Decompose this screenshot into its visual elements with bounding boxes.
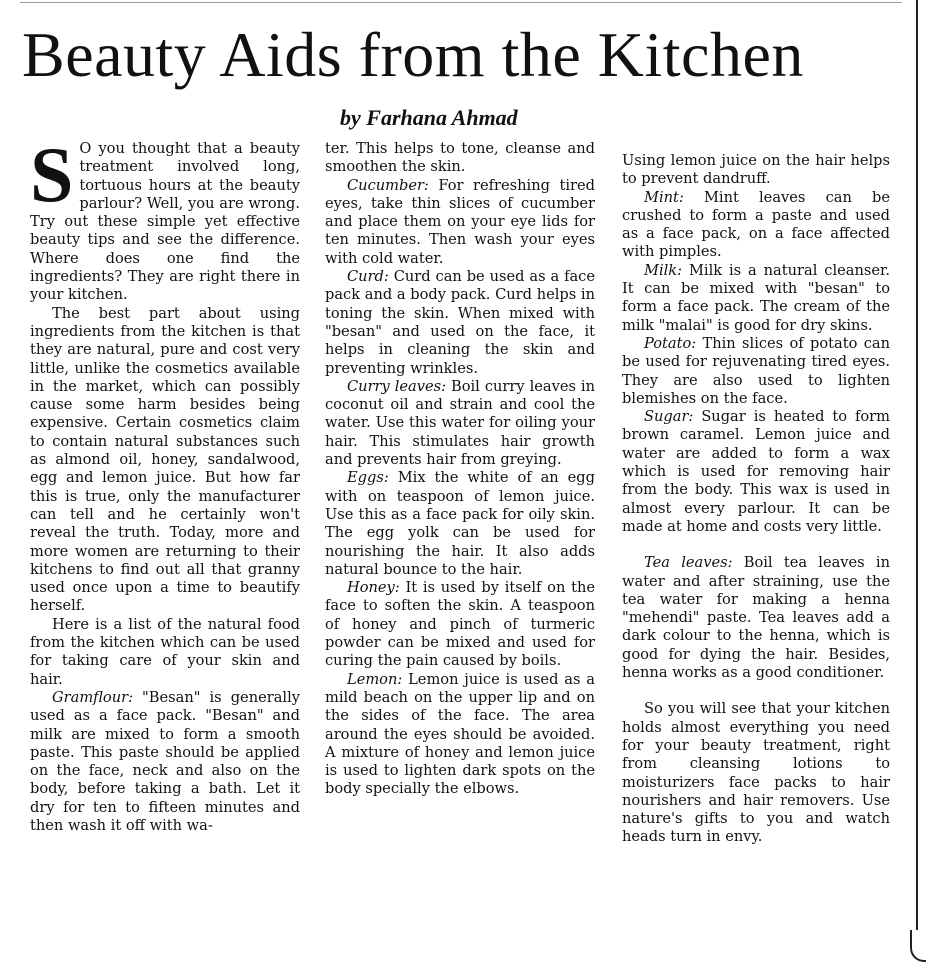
- entry-cucumber: Cucumber: For refreshing tired eyes, take thin slices of cucumber and place them on your eye lids for ten minutes. Then wash your eyes with cold water.: [325, 176, 595, 267]
- column-3: [622, 152, 890, 847]
- entry-tea-leaves: Tea leaves: Boil tea leaves in water and after straining, use the tea water for making a henna "mehendi" paste. Tea leaves add a dark colour to the henna, which is good for dying the hair. Besides, henna works as a good conditioner.: [622, 554, 890, 682]
- column-rule-corner: [910, 930, 926, 962]
- paragraph: Using lemon juice on the hair helps to prevent dandruff.: [622, 152, 890, 188]
- entry-potato: Potato: Thin slices of potato can be used for rejuvenating tired eyes. They are also used to lighten blemishes on the face.: [622, 334, 890, 407]
- entry-term: Gramflour:: [52, 688, 133, 706]
- entry-curry-leaves: Curry leaves: Boil curry leaves in coconut oil and strain and cool the water. Use this water for oiling your hair. This stimulates hair growth and prevents hair from greying.: [325, 377, 595, 469]
- entry-term: Curry leaves:: [347, 377, 447, 395]
- entry-term: Potato:: [644, 334, 697, 352]
- intro-paragraph: S O you thought that a beauty treatment involved long, tortuous hours at the beauty parlour? Well, you are wrong. Try out these simple yet effective beauty tips and see the difference. Where does one find the ingredients? They are right there in your kitchen.: [30, 131, 300, 304]
- entry-honey: Honey: It is used by itself on the face to soften the skin. A teaspoon of honey and pinch of turmeric powder can be mixed and used for curing the pain caused by boils.: [325, 579, 595, 670]
- paragraph: The best part about using ingredients from the kitchen is that they are natural, pure and cost very little, unlike the cosmetics available in the market, which can possibly cause some harm besides being expensive. Certain cosmetics claim to contain natural substances such as almond oil, honey, sandalwood, egg and lemon juice. But how far this is true, only the manufacturer can tell and he certainly won't reveal the truth. Today, more and more women are returning to their kitchens to find out all that granny used once upon a time to beautify herself.: [30, 304, 300, 615]
- column-rule: [916, 0, 918, 930]
- entry-term: Mint:: [644, 188, 684, 206]
- entry-lemon: Lemon: Lemon juice is used as a mild beach on the upper lip and on the sides of the face. The area around the eyes should be avoided. A mixture of honey and lemon juice is used to lighten dark spots on the body specially the elbows.: [325, 670, 595, 798]
- top-rule: [20, 2, 902, 3]
- entry-term: Lemon:: [347, 670, 403, 688]
- entry-term: Tea leaves:: [644, 554, 733, 572]
- entry-mint: Mint: Mint leaves can be crushed to form a paste and used as a face pack, on a face affected with pimples.: [622, 188, 890, 261]
- byline: by Farhana Ahmad: [340, 105, 518, 130]
- entry-curd: Curd: Curd can be used as a face pack and a body pack. Curd helps in toning the skin. When mixed with "besan" and used on the face, it helps in cleaning the skin and preventing wrinkles.: [325, 268, 595, 377]
- entry-milk: Milk: Milk is a natural cleanser. It can be mixed with "besan" to form a face pack. The cream of the milk "malai" is good for dry skins.: [622, 261, 890, 334]
- entry-term: Sugar:: [644, 408, 694, 426]
- entry-term: Honey:: [347, 579, 400, 597]
- entry-term: Milk:: [644, 261, 683, 279]
- entry-term: Curd:: [347, 268, 389, 286]
- entry-eggs: Eggs: Mix the white of an egg with on teaspoon of lemon juice. Use this as a face pack for oily skin. The egg yolk can be used for nourishing the hair. It also adds natural bounce to the hair.: [325, 469, 595, 578]
- entry-term: Cucumber:: [347, 176, 429, 194]
- closing-paragraph: So you will see that your kitchen holds almost everything you need for your beauty treatment, right from cleansing lotions to moisturizers face packs to hair nourishers and hair removers. Use nature's gifts to you and watch heads turn in envy.: [622, 700, 890, 846]
- drop-cap: S: [30, 131, 74, 218]
- paragraph: ter. This helps to tone, cleanse and smoothen the skin.: [325, 140, 595, 176]
- column-1: [30, 131, 300, 835]
- headline: Beauty Aids from the Kitchen: [22, 19, 804, 90]
- entry-sugar: Sugar: Sugar is heated to form brown caramel. Lemon juice and water are added to form a wax which is used for removing hair from the body. This wax is used in almost every parlour. It can be made at home and costs very little.: [622, 408, 890, 535]
- paragraph: Here is a list of the natural food from the kitchen which can be used for taking care of your skin and hair.: [30, 615, 300, 688]
- entry-gramflour: Gramflour: "Besan" is generally used as a face pack. "Besan" and milk are mixed to form a smooth paste. This paste should be applied on the face, neck and also on the body, before taking a bath. Let it dry for ten to fifteen minutes and then wash it off with wa-: [30, 688, 300, 834]
- entry-term: Eggs:: [347, 469, 389, 487]
- column-2: [325, 140, 595, 799]
